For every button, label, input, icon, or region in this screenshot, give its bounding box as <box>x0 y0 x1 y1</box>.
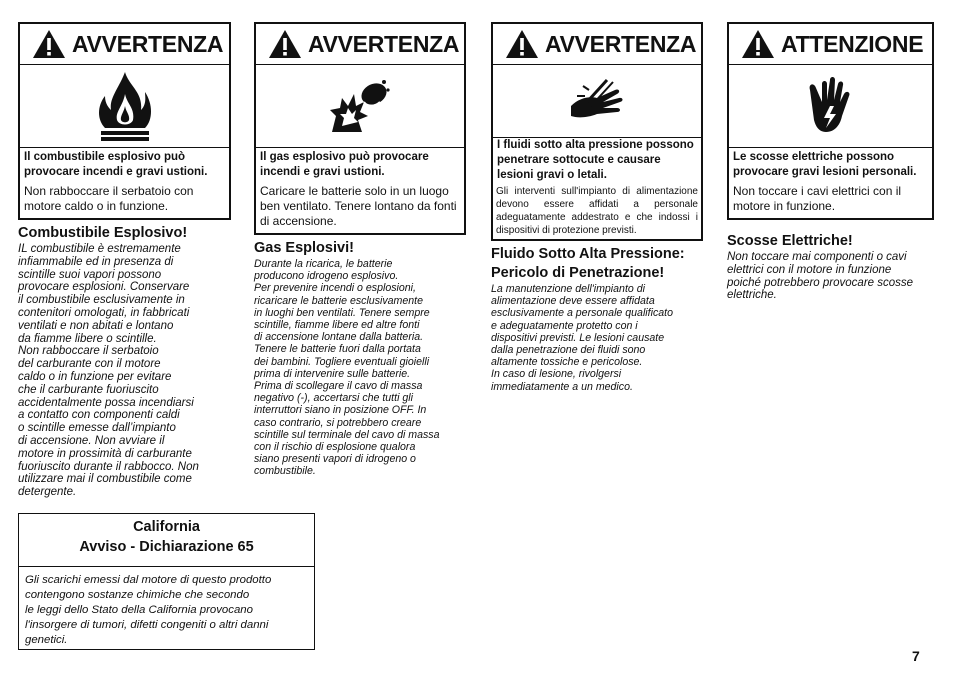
california-subtitle: Avviso - Dichiarazione 65 <box>79 539 254 555</box>
hazard-statement: Il combustibile esplosivo può provocare incendi e gravi ustioni. <box>24 151 208 178</box>
warning-column-gas <box>254 22 466 478</box>
warning-column-pressure <box>491 22 703 393</box>
avoidance-statement: Non rabboccare il serbatoio con motore caldo o in funzione. <box>24 184 194 213</box>
warning-title: AVVERTENZA <box>308 30 460 57</box>
hazard-statement: I fluidi sotto alta pressione possono penetrare sottocute e causare lesioni gravi o letali. <box>497 139 694 181</box>
warning-triangle-icon <box>268 29 302 59</box>
hazard-statement: Il gas esplosivo può provocare incendi e gravi ustioni. <box>260 151 429 178</box>
avoidance-statement: Caricare le batterie solo in un luogo ben ventilato. Tenere lontano da fonti di accensione. <box>260 184 457 228</box>
warning-header <box>20 24 229 65</box>
explosion-icon <box>256 65 464 148</box>
california-prop65-box <box>18 513 315 650</box>
warning-label-electric <box>727 22 934 220</box>
avoidance-statement: Gli interventi sull'impianto di alimentazione devono essere affidati a personale adeguatamente addestrato e che indossi i dispositivi di protezione previsti. <box>496 186 698 236</box>
avoidance-statement: Non toccare i cavi elettrici con il motore in funzione. <box>733 184 902 213</box>
warning-column-fuel <box>18 22 231 499</box>
section-title: Gas Esplosivi! <box>254 240 354 256</box>
warning-label-fuel <box>18 22 231 220</box>
california-title: California <box>133 519 200 535</box>
flame-icon <box>20 65 229 148</box>
section-body: IL combustibile è estremamente infiammabile ed in presenza di scintille suoi vapori possono provocare esplosioni. Conservare il combustibile esclusivamente in contenitori omologati, in fabbricati ventilati e non abitati e lontano da fiamme libere o scintille. Non rabboccare il serbatoio del carburante con il motore caldo o in funzione per evitare che il carburante fuoriuscito accidentalmente possa incendiarsi a contatto con componenti caldi o scintille emesse dall’impianto di accensione. Non avviare il motore in prossimità di carburante fuoriuscito durante il rabbocco. Non utilizzare mai il combustibile come detergente. <box>18 243 199 499</box>
warning-label-pressure <box>491 22 703 241</box>
warning-triangle-icon <box>505 29 539 59</box>
warning-label-gas <box>254 22 466 235</box>
warning-column-electric <box>727 22 934 302</box>
section-title: Scosse Elettriche! <box>727 233 853 249</box>
section-title: Combustibile Esplosivo! <box>18 225 188 241</box>
section-body: Non toccare mai componenti o cavi elettrici con il motore in funzione poiché potrebbero provocare scosse elettriche. <box>727 251 914 302</box>
warning-header <box>256 24 464 65</box>
high-pressure-fluid-icon <box>493 65 701 138</box>
california-body: Gli scarichi emessi dal motore di questo prodotto contengono sostanze chimiche che secondo le leggi dello Stato della California provocano l'insorgere di tumori, difetti congeniti o altri danni genetici. <box>25 574 272 646</box>
electric-shock-icon <box>729 65 932 148</box>
section-body: Durante la ricarica, le batterie producono idrogeno esplosivo. Per prevenire incendi o esplosioni, ricaricare le batterie esclusivamente in luoghi ben ventilati. Tenere sempre scintille, fiamme libere ed altre fonti di accensione lontane dalla batteria. Tenere le batterie fuori dalla portata dei bambini. Togliere eventuali gioielli prima di intervenire sulle batterie. Prima di scollegare il cavo di massa negativo (-), accertarsi che tutti gli interruttori siano in posizione OFF. In caso contrario, si potrebbero creare scintille sul terminale del cavo di massa con il rischio di esplosione qualora siano presenti vapori di idrogeno o combustibile. <box>254 258 440 478</box>
warning-title: AVVERTENZA <box>72 30 224 57</box>
page-number: 7 <box>912 648 920 664</box>
warning-triangle-icon <box>32 29 66 59</box>
warning-header <box>493 24 701 65</box>
california-header <box>19 514 314 567</box>
warning-title: ATTENZIONE <box>781 30 924 57</box>
section-body: La manutenzione dell'impianto di alimentazione deve essere affidata esclusivamente a personale qualificato e adeguatamente protetto con i dispositivi previsti. Le lesioni causate dalla penetrazione dei fluidi sono altamente tossiche e pericolose. In caso di lesione, rivolgersi immediatamente a un medico. <box>491 283 673 393</box>
warning-triangle-icon <box>741 29 775 59</box>
warning-title: AVVERTENZA <box>545 30 697 57</box>
hazard-statement: Le scosse elettriche possono provocare gravi lesioni personali. <box>733 151 917 178</box>
warning-header <box>729 24 932 65</box>
section-title: Fluido Sotto Alta Pressione: Pericolo di Penetrazione! <box>491 246 685 281</box>
